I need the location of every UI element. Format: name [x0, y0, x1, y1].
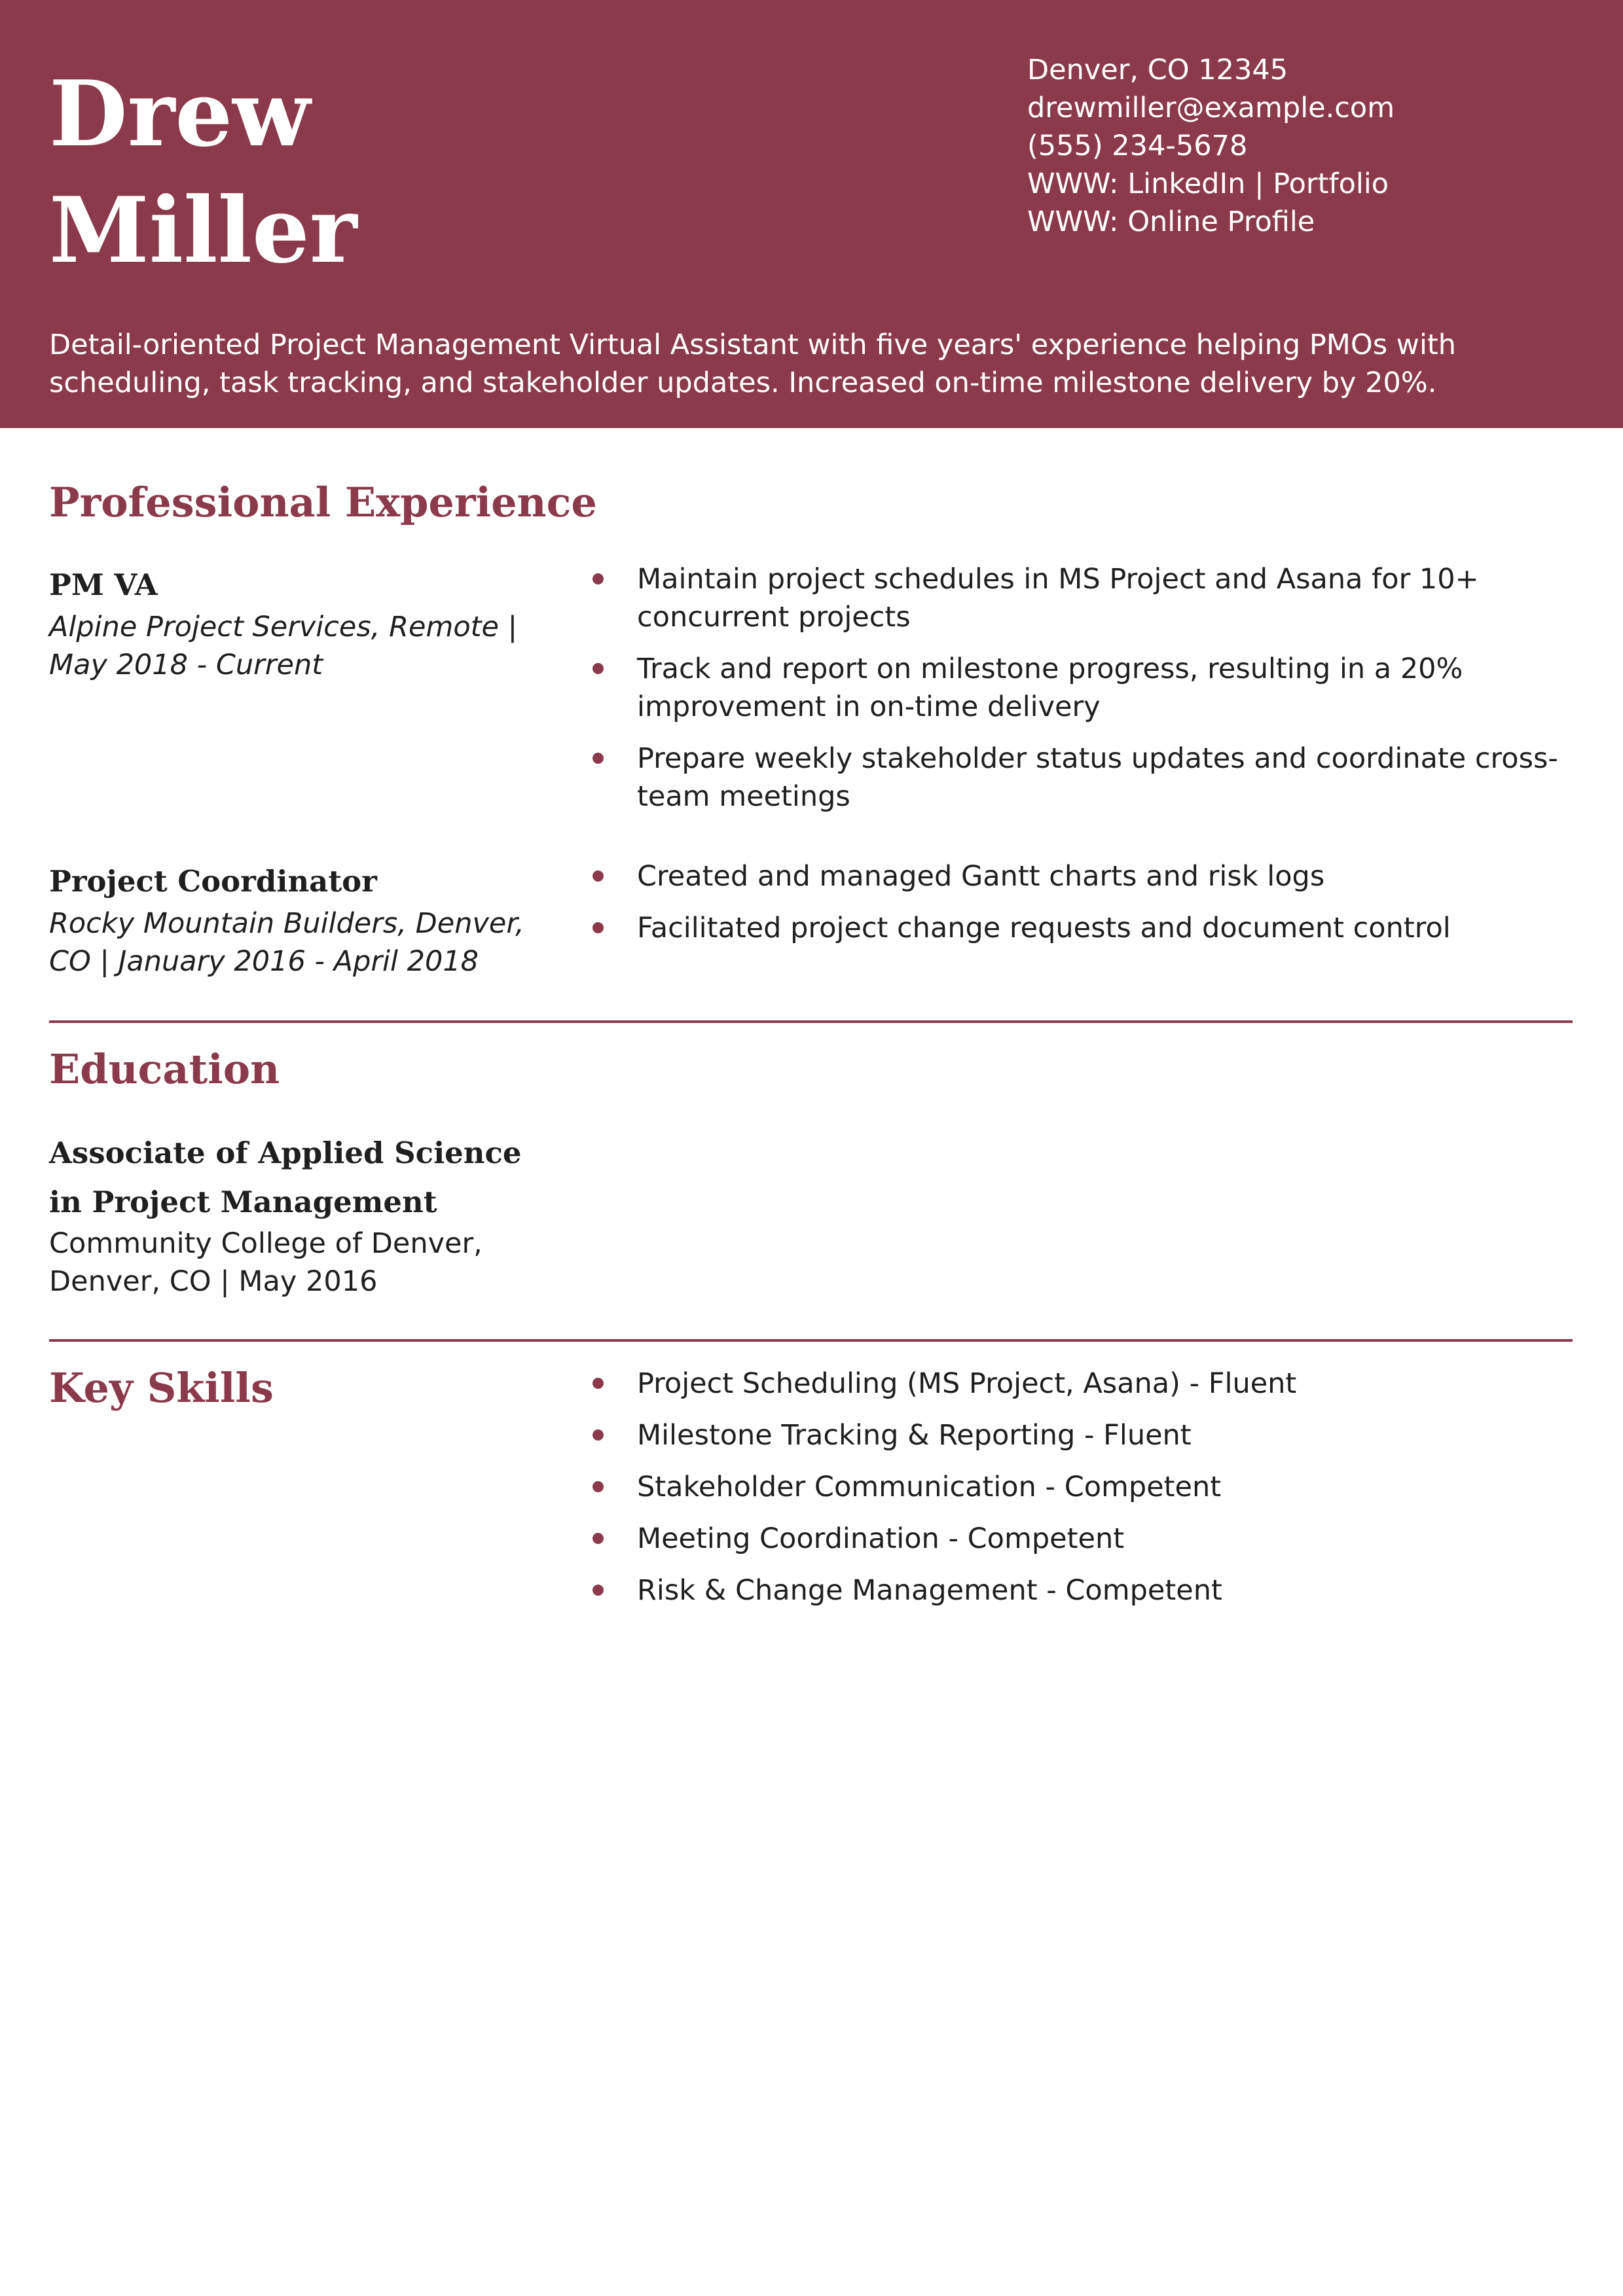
experience-heading: Professional Experience	[49, 478, 597, 526]
bullet-text: Created and managed Gantt charts and risk logs	[637, 860, 1325, 893]
bullet-item	[593, 560, 1561, 636]
skill-item	[593, 1365, 1561, 1403]
skills-list	[593, 1365, 1561, 1609]
bullet-icon	[593, 1585, 604, 1596]
bullet-item	[593, 857, 1561, 895]
job-title: Project Coordinator	[49, 864, 377, 899]
bullet-icon	[593, 1533, 604, 1544]
bullet-icon	[593, 753, 604, 764]
bullet-icon	[593, 1429, 604, 1441]
contact-info	[1027, 51, 1395, 241]
education-degree: Associate of Applied Science in Project Management	[49, 1136, 522, 1219]
job-1-bullets	[593, 560, 1561, 816]
bullet-item	[593, 650, 1561, 726]
bullet-item	[593, 909, 1561, 947]
section-divider	[49, 1020, 1573, 1023]
job-2-bullets	[593, 857, 1561, 947]
skill-item	[593, 1468, 1561, 1506]
contact-links[interactable]: WWW: LinkedIn | Portfolio	[1027, 168, 1389, 200]
last-name: Miller	[49, 177, 357, 283]
bullet-text: Prepare weekly stakeholder status updates and coordinate cross-team meetings	[637, 742, 1558, 813]
skill-item	[593, 1571, 1561, 1609]
contact-email[interactable]: drewmiller@example.com	[1027, 92, 1395, 124]
bullet-text: Facilitated project change requests and document control	[637, 912, 1451, 944]
bullet-icon	[593, 1378, 604, 1389]
job-title: PM VA	[49, 567, 158, 602]
candidate-name	[49, 56, 357, 289]
skill-item	[593, 1520, 1561, 1558]
skill-text: Milestone Tracking & Reporting - Fluent	[637, 1419, 1192, 1452]
bullet-text: Track and report on milestone progress, resulting in a 20% improvement in on-time delivery	[637, 653, 1463, 723]
skills-heading: Key Skills	[49, 1364, 274, 1412]
first-name: Drew	[49, 60, 310, 167]
skill-text: Risk & Change Management - Competent	[637, 1574, 1222, 1607]
bullet-icon	[593, 573, 604, 584]
bullet-icon	[593, 663, 604, 674]
job-company-dates: Alpine Project Services, Remote | May 2018 - Current	[49, 611, 518, 681]
job-company-dates: Rocky Mountain Builders, Denver, CO | January 2016 - April 2018	[49, 907, 524, 978]
skill-text: Project Scheduling (MS Project, Asana) - Fluent	[637, 1367, 1297, 1400]
skill-text: Stakeholder Communication - Competent	[637, 1471, 1222, 1503]
bullet-icon	[593, 870, 604, 882]
bullet-item	[593, 740, 1561, 816]
skill-text: Meeting Coordination - Competent	[637, 1522, 1125, 1555]
skill-item	[593, 1416, 1561, 1454]
education-school: Community College of Denver, Denver, CO | May 2016	[49, 1227, 483, 1298]
bullet-icon	[593, 922, 604, 933]
job-2-info	[49, 859, 547, 980]
contact-address: Denver, CO 12345	[1027, 54, 1288, 86]
professional-summary: Detail-oriented Project Management Virtual Assistant with five years' experience helping PMOs with scheduling, task tracking, and stakeholder updates. Increased on-time milestone delivery by 20%.	[49, 329, 1457, 399]
bullet-icon	[593, 1481, 604, 1492]
section-divider	[49, 1339, 1573, 1342]
bullet-text: Maintain project schedules in MS Project and Asana for 10+ concurrent projects	[637, 563, 1479, 634]
contact-profile[interactable]: WWW: Online Profile	[1027, 206, 1315, 238]
education-heading: Education	[49, 1045, 280, 1093]
resume-header	[0, 0, 1623, 428]
job-1-info	[49, 562, 547, 684]
contact-phone[interactable]: (555) 234-5678	[1027, 130, 1248, 162]
